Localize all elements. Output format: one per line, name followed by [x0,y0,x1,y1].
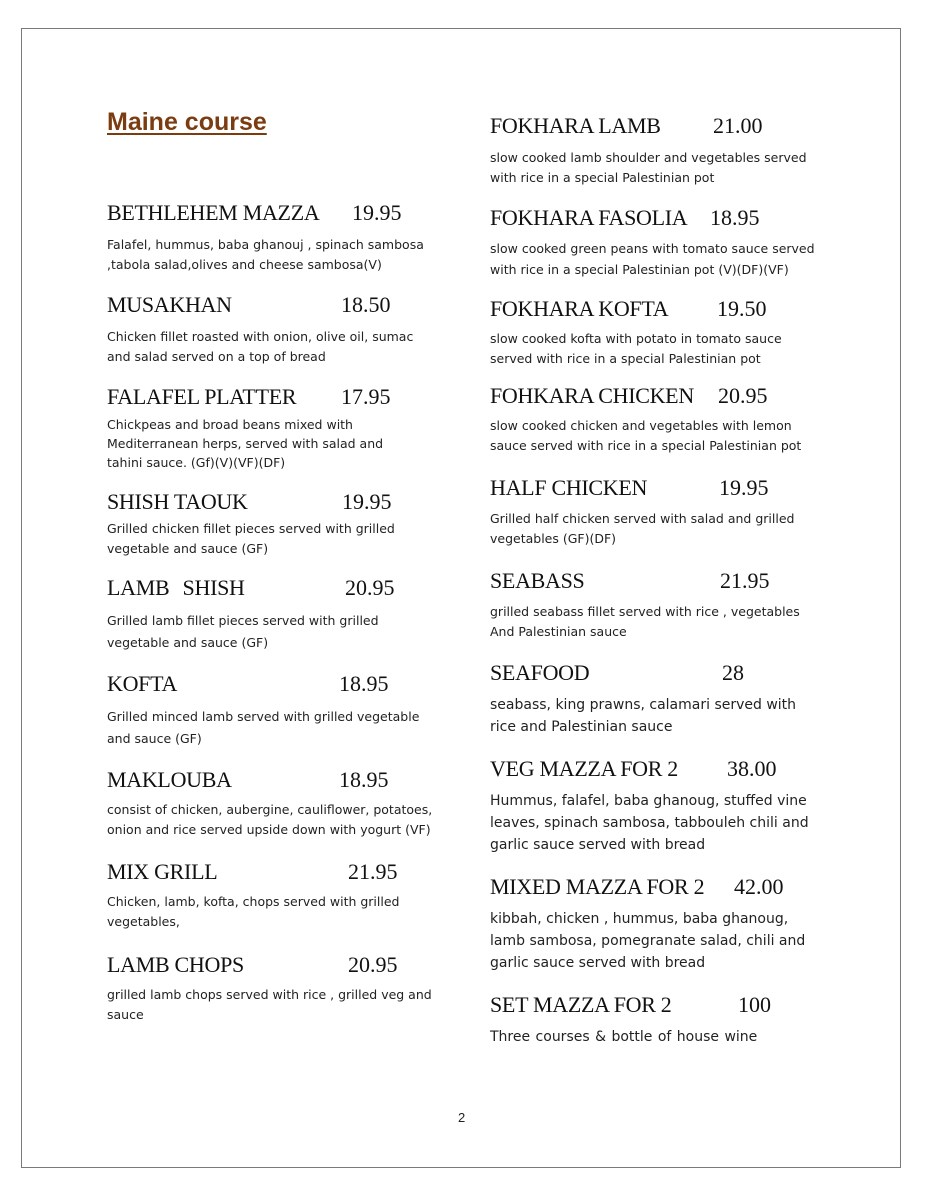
item-price: 100 [738,992,771,1017]
item-price: 38.00 [727,756,777,781]
item-description: Chicken, lamb, kofta, chops served with grilled vegetables, [107,894,400,929]
item-name: SEABASS [490,568,585,593]
item-price: 21.95 [720,568,770,593]
item-name: FOKHARA KOFTA [490,296,669,321]
item-description: Grilled minced lamb served with grilled vegetable and sauce (GF) [107,709,420,746]
item-name: FALAFEL PLATTER [107,384,297,409]
item-name: VEG MAZZA FOR 2 [490,756,679,781]
item-description: Hummus, falafel, baba ghanoug, stuffed vine leaves, spinach sambosa, tabbouleh chili and garlic sauce served with bread [490,793,809,853]
item-description: Chicken fillet roasted with onion, olive oil, sumac and salad served on a top of bread [107,329,414,364]
item-price: 21.95 [348,859,398,884]
item-name: LAMB SHISH [107,575,245,600]
item-name: KOFTA [107,671,178,696]
item-description: slow cooked green peans with tomato sauce served with rice in a special Palestinian pot (V)(DF)(VF) [490,241,815,277]
item-description: seabass, king prawns, calamari served with rice and Palestinian sauce [490,697,797,735]
item-description: Grilled chicken fillet pieces served with grilled vegetable and sauce (GF) [107,521,395,556]
item-description: Falafel, hummus, baba ghanouj , spinach sambosa ,tabola salad,olives and cheese sambosa(V) [107,237,424,272]
page-number: 2 [458,1110,466,1125]
item-name: SET MAZZA FOR 2 [490,992,672,1017]
item-price: 19.95 [719,475,769,500]
item-name: MUSAKHAN [107,292,232,317]
item-name: LAMB CHOPS [107,952,244,977]
item-price: 19.95 [352,200,402,225]
section-title: Maine course [107,108,267,136]
item-description: grilled seabass fillet served with rice , vegetables And Palestinian sauce [490,604,800,639]
item-price: 42.00 [734,874,784,899]
item-price: 18.95 [339,671,389,696]
item-description: Chickpeas and broad beans mixed with Mediterranean herps, served with salad and tahini sauce. (Gf)(V)(VF)(DF) [107,417,384,470]
item-price: 18.50 [341,292,391,317]
item-description: consist of chicken, aubergine, cauliflower, potatoes, onion and rice served upside down with yogurt (VF) [107,802,433,837]
item-description: kibbah, chicken , hummus, baba ghanoug, lamb sambosa, pomegranate salad, chili and garlic sauce served with bread [490,911,806,971]
item-name: SHISH TAOUK [107,489,248,514]
item-price: 20.95 [345,575,395,600]
item-name: HALF CHICKEN [490,475,648,500]
item-price: 18.95 [710,205,760,230]
item-price: 19.50 [717,296,767,321]
item-price: 21.00 [713,113,763,138]
item-price: 18.95 [339,767,389,792]
item-description: grilled lamb chops served with rice , grilled veg and sauce [107,987,432,1022]
item-name: FOHKARA CHICKEN [490,383,694,408]
item-description: Three courses & bottle of house wine [490,1029,758,1045]
item-name: MAKLOUBA [107,767,232,792]
item-name: BETHLEHEM MAZZA [107,200,320,225]
item-price: 17.95 [341,384,391,409]
item-name: MIX GRILL [107,859,218,884]
item-price: 28 [722,660,744,685]
item-description: Grilled lamb fillet pieces served with grilled vegetable and sauce (GF) [107,613,379,650]
item-price: 19.95 [342,489,392,514]
item-description: slow cooked lamb shoulder and vegetables served with rice in a special Palestinian pot [490,150,807,185]
item-name: FOKHARA FASOLIA [490,205,688,230]
item-price: 20.95 [348,952,398,977]
item-description: slow cooked kofta with potato in tomato sauce served with rice in a special Palestinian pot [490,331,782,366]
item-name: FOKHARA LAMB [490,113,661,138]
item-description: Grilled half chicken served with salad and grilled vegetables (GF)(DF) [490,511,795,546]
item-description: slow cooked chicken and vegetables with lemon sauce served with rice in a special Palestinian pot [490,418,802,453]
item-name: SEAFOOD [490,660,590,685]
item-name: MIXED MAZZA FOR 2 [490,874,705,899]
item-price: 20.95 [718,383,768,408]
